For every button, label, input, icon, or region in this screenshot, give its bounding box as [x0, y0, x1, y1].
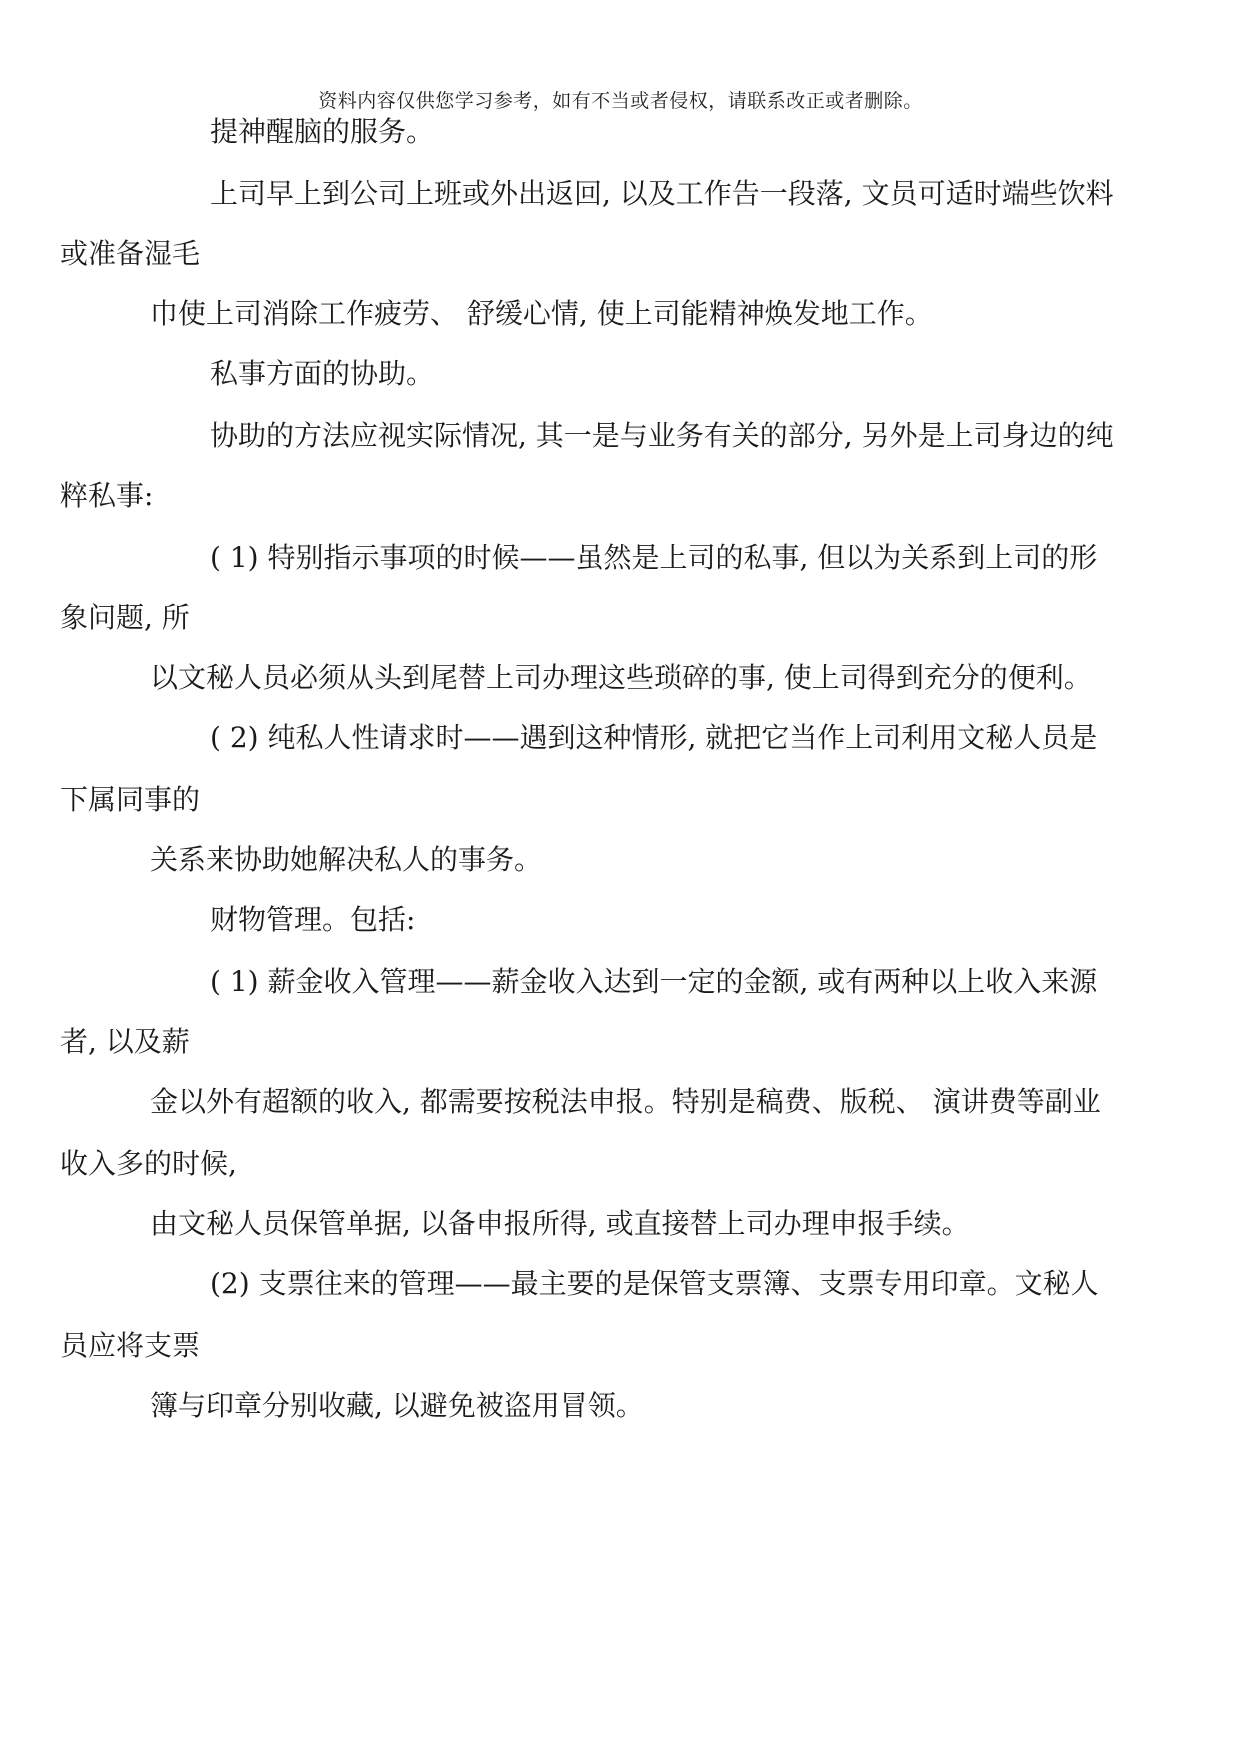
text-line: 以文秘人员必须从头到尾替上司办理这些琐碎的事, 使上司得到充分的便利。 — [150, 661, 1092, 694]
text-line: 巾使上司消除工作疲劳、 舒缓心情, 使上司能精神焕发地工作。 — [150, 297, 933, 330]
text-line: 或准备湿毛 — [60, 237, 201, 270]
text-line: ( 1) 特别指示事项的时候——虽然是上司的私事, 但以为关系到上司的形 — [210, 541, 1098, 574]
text-line: 簿与印章分别收藏, 以避免被盗用冒领。 — [150, 1389, 644, 1422]
text-line: 金以外有超额的收入, 都需要按税法申报。特别是稿费、版税、 演讲费等副业 — [150, 1085, 1101, 1118]
text-line: 提神醒脑的服务。 — [210, 115, 435, 148]
text-line: 员应将支票 — [60, 1329, 201, 1362]
text-line: 象问题, 所 — [60, 601, 190, 634]
disclaimer-header: 资料内容仅供您学习参考，如有不当或者侵权，请联系改正或者删除。 — [318, 90, 923, 112]
text-line: 粹私事: — [60, 479, 154, 512]
text-line: 关系来协助她解决私人的事务。 — [150, 843, 543, 876]
text-line: 由文秘人员保管单据, 以备申报所得, 或直接替上司办理申报手续。 — [150, 1207, 970, 1240]
text-line: 下属同事的 — [60, 783, 201, 816]
text-line: 私事方面的协助。 — [210, 357, 435, 390]
text-line: 者, 以及薪 — [60, 1025, 190, 1058]
text-line: ( 2) 纯私人性请求时——遇到这种情形, 就把它当作上司利用文秘人员是 — [210, 721, 1098, 754]
text-line: (2) 支票往来的管理——最主要的是保管支票簿、支票专用印章。文秘人 — [210, 1267, 1099, 1300]
text-line: ( 1) 薪金收入管理——薪金收入达到一定的金额, 或有两种以上收入来源 — [210, 965, 1098, 998]
text-line: 收入多的时候, — [60, 1147, 237, 1180]
text-line: 财物管理。包括: — [210, 903, 416, 936]
text-line: 协助的方法应视实际情况, 其一是与业务有关的部分, 另外是上司身边的纯 — [210, 419, 1114, 452]
text-line: 上司早上到公司上班或外出返回, 以及工作告一段落, 文员可适时端些饮料 — [210, 177, 1114, 210]
